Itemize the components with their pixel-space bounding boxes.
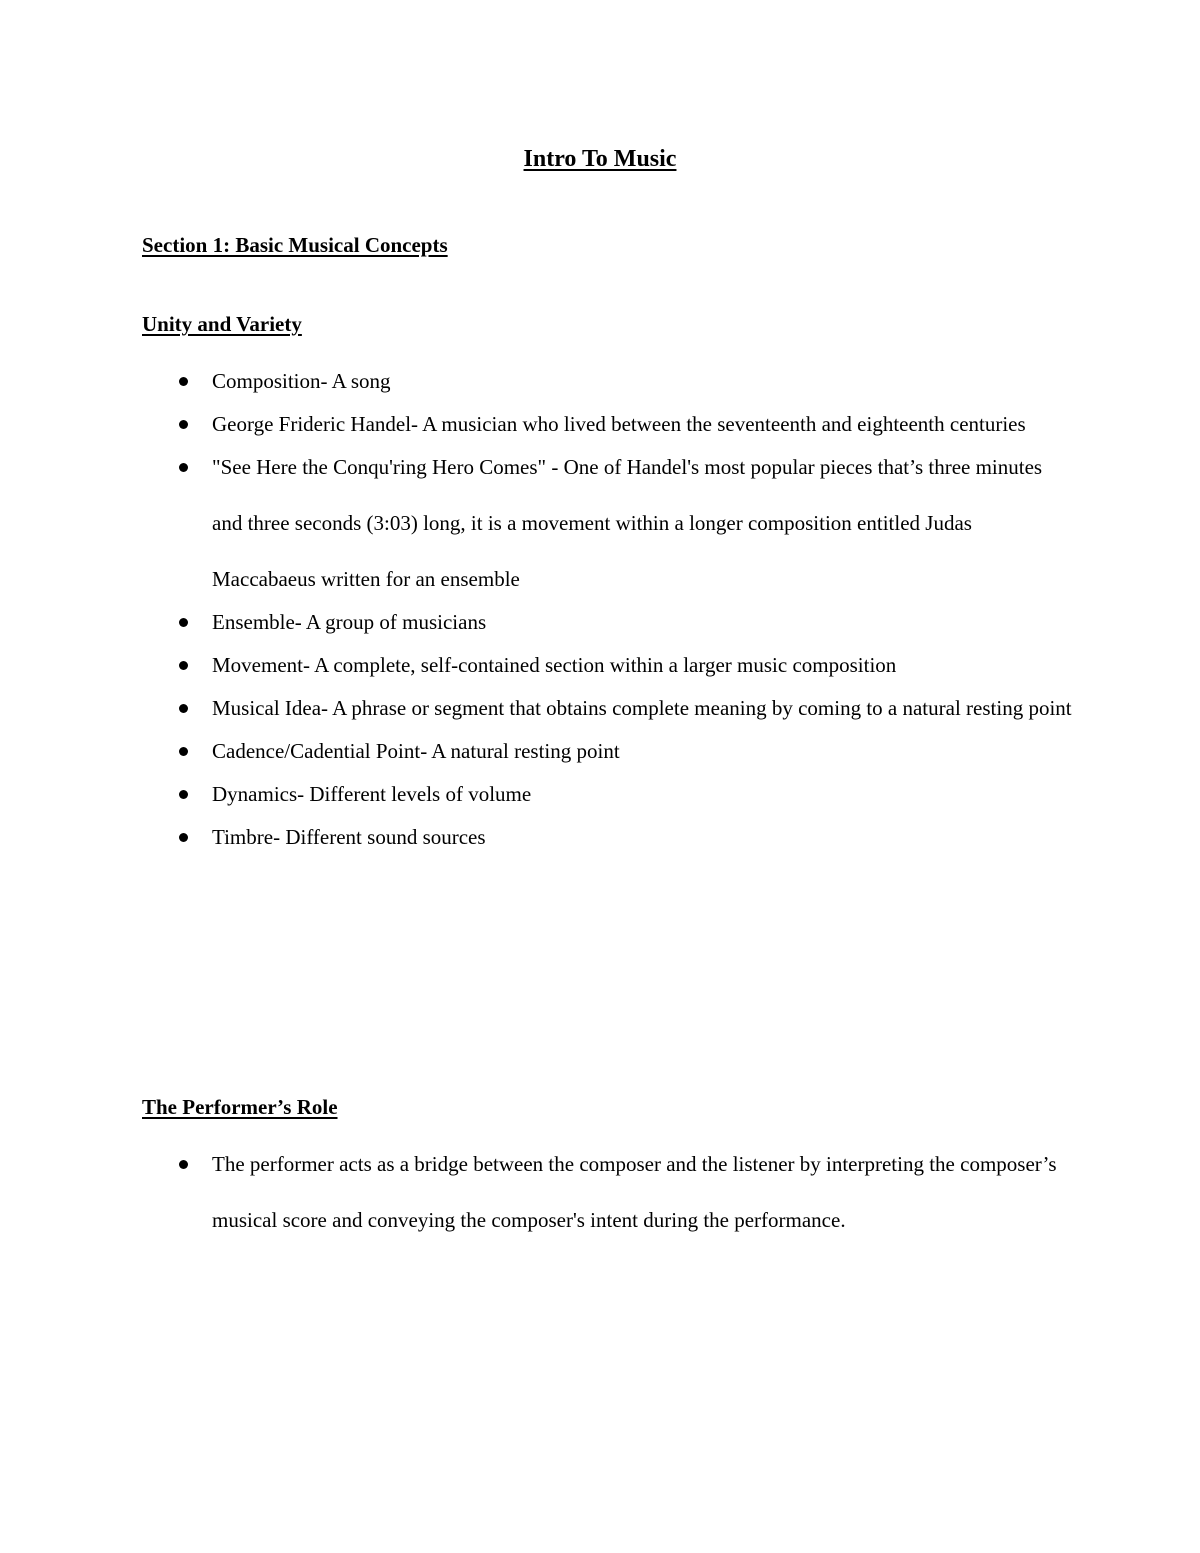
list-item-text: "See Here the Conqu'ring Hero Comes" - One of Handel's most popular pieces that’s three minutes and three seconds (3:03) long, it is a movement within a longer composition entitled Judas Maccabaeus written for an ensemble xyxy=(212,455,1043,591)
list-item-text: Composition- A song xyxy=(212,369,391,393)
subheading-performers-role: The Performer’s Role xyxy=(142,1095,338,1119)
bullet-icon xyxy=(179,420,188,429)
section-heading: Section 1: Basic Musical Concepts xyxy=(142,233,448,257)
list-item-text: Musical Idea- A phrase or segment that obtains complete meaning by coming to a natural resting point xyxy=(212,696,1072,720)
list-item-text: Movement- A complete, self-contained section within a larger music composition xyxy=(212,653,897,677)
bullet-icon xyxy=(179,790,188,799)
list-item xyxy=(0,809,1072,865)
bullet-icon xyxy=(179,704,188,713)
list-item-text: Ensemble- A group of musicians xyxy=(212,610,487,634)
bullet-icon xyxy=(179,747,188,756)
bullet-icon xyxy=(179,618,188,627)
bullet-icon xyxy=(179,661,188,670)
bullet-list-performers-role xyxy=(0,1136,1200,1248)
list-item-text: Cadence/Cadential Point- A natural resting point xyxy=(212,739,620,763)
list-item xyxy=(0,1136,1072,1248)
list-item-text: Dynamics- Different levels of volume xyxy=(212,782,532,806)
subheading-unity-and-variety: Unity and Variety xyxy=(142,312,302,336)
bullet-list-unity-and-variety xyxy=(0,353,1200,865)
bullet-icon xyxy=(179,1160,188,1169)
bullet-icon xyxy=(179,833,188,842)
bullet-icon xyxy=(179,463,188,472)
document-title: Intro To Music xyxy=(523,146,677,172)
bullet-icon xyxy=(179,377,188,386)
list-item-text: Timbre- Different sound sources xyxy=(212,825,486,849)
list-item-text: George Frideric Handel- A musician who lived between the seventeenth and eighteenth centuries xyxy=(212,412,1026,436)
list-item-text: The performer acts as a bridge between the composer and the listener by interpreting the composer’s musical score and conveying the composer's intent during the performance. xyxy=(212,1152,1057,1232)
list-item xyxy=(0,439,1072,607)
